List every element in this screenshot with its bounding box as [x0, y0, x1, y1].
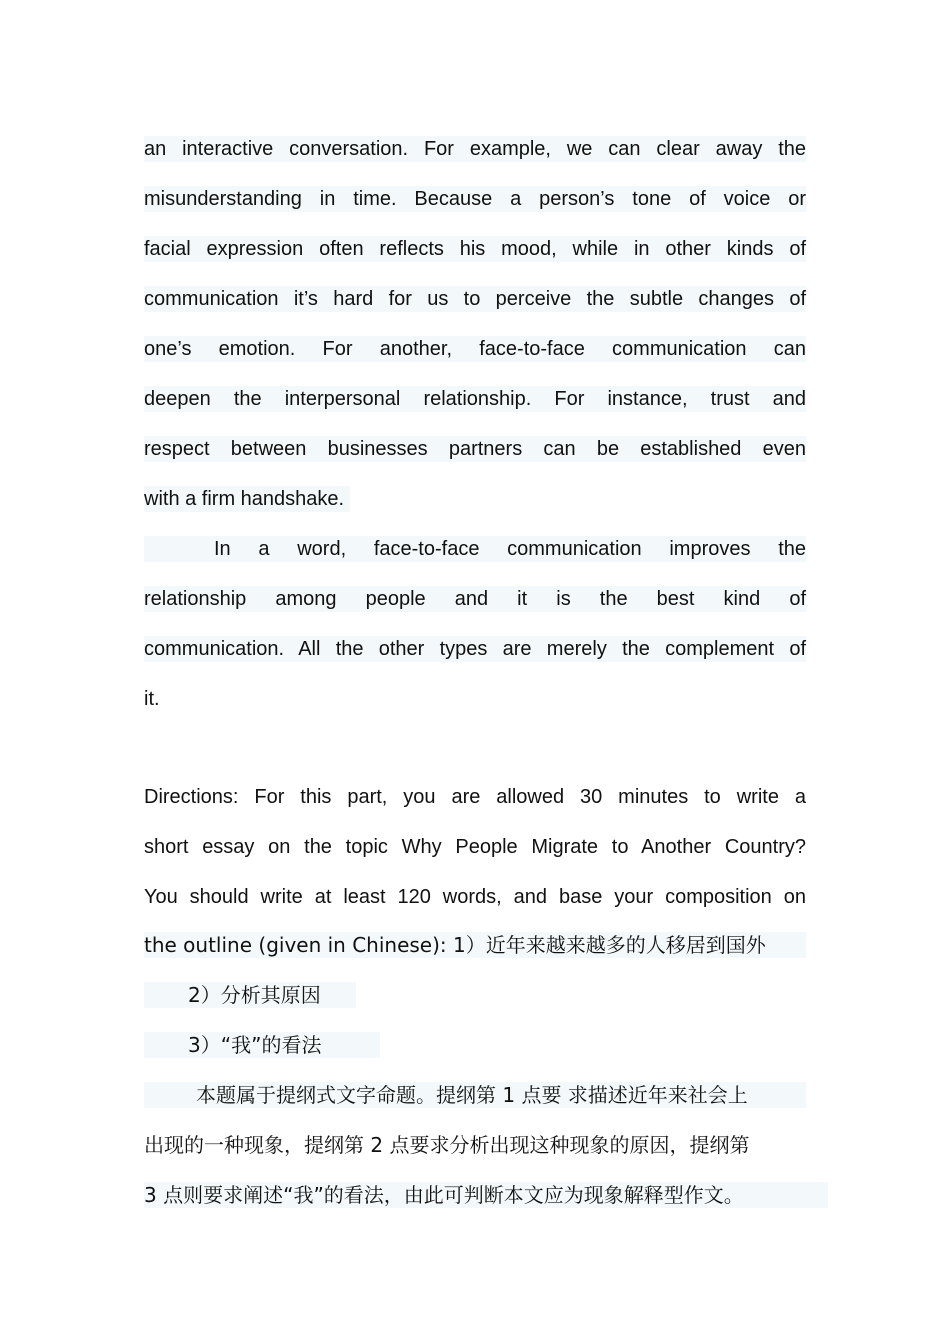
- essay-line: one’s emotion. For another, face-to-face communication can: [144, 338, 806, 360]
- directions-line: short essay on the topic Why People Migrate to Another Country?: [144, 836, 806, 858]
- directions-line: the outline (given in Chinese): 1）近年来越来越多的人移居到国外: [144, 932, 806, 958]
- directions-line: You should write at least 120 words, and base your composition on: [144, 886, 806, 908]
- essay-line: with a firm handshake.: [144, 486, 350, 512]
- essay-line: In a word, face-to-face communication improves the: [214, 538, 806, 560]
- essay-line: it.: [144, 688, 160, 710]
- essay-paragraph-indented: [144, 536, 806, 562]
- essay-line: respect between businesses partners can be established even: [144, 438, 806, 460]
- analysis-line: 本题属于提纲式文字命题。提纲第 1 点要 求描述近年来社会上: [144, 1082, 806, 1108]
- essay-line: communication. All the other types are merely the complement of: [144, 638, 806, 660]
- outline-item: 2）分析其原因: [144, 982, 356, 1008]
- essay-line: deepen the interpersonal relationship. For instance, trust and: [144, 388, 806, 410]
- essay-line: communication it’s hard for us to perceive the subtle changes of: [144, 288, 806, 310]
- paragraph-indent: [144, 536, 214, 562]
- essay-line: facial expression often reflects his mood, while in other kinds of: [144, 238, 806, 260]
- directions-line: Directions: For this part, you are allowed 30 minutes to write a: [144, 786, 806, 808]
- analysis-line: 出现的一种现象，提纲第 2 点要求分析出现这种现象的原因，提纲第: [144, 1133, 750, 1157]
- essay-line: relationship among people and it is the best kind of: [144, 588, 806, 610]
- essay-line: an interactive conversation. For example, we can clear away the: [144, 138, 806, 160]
- essay-line: misunderstanding in time. Because a person’s tone of voice or: [144, 188, 806, 210]
- outline-item: 3）“我”的看法: [144, 1032, 380, 1058]
- analysis-line: 3 点则要求阐述“我”的看法，由此可判断本文应为现象解释型作文。: [144, 1182, 828, 1208]
